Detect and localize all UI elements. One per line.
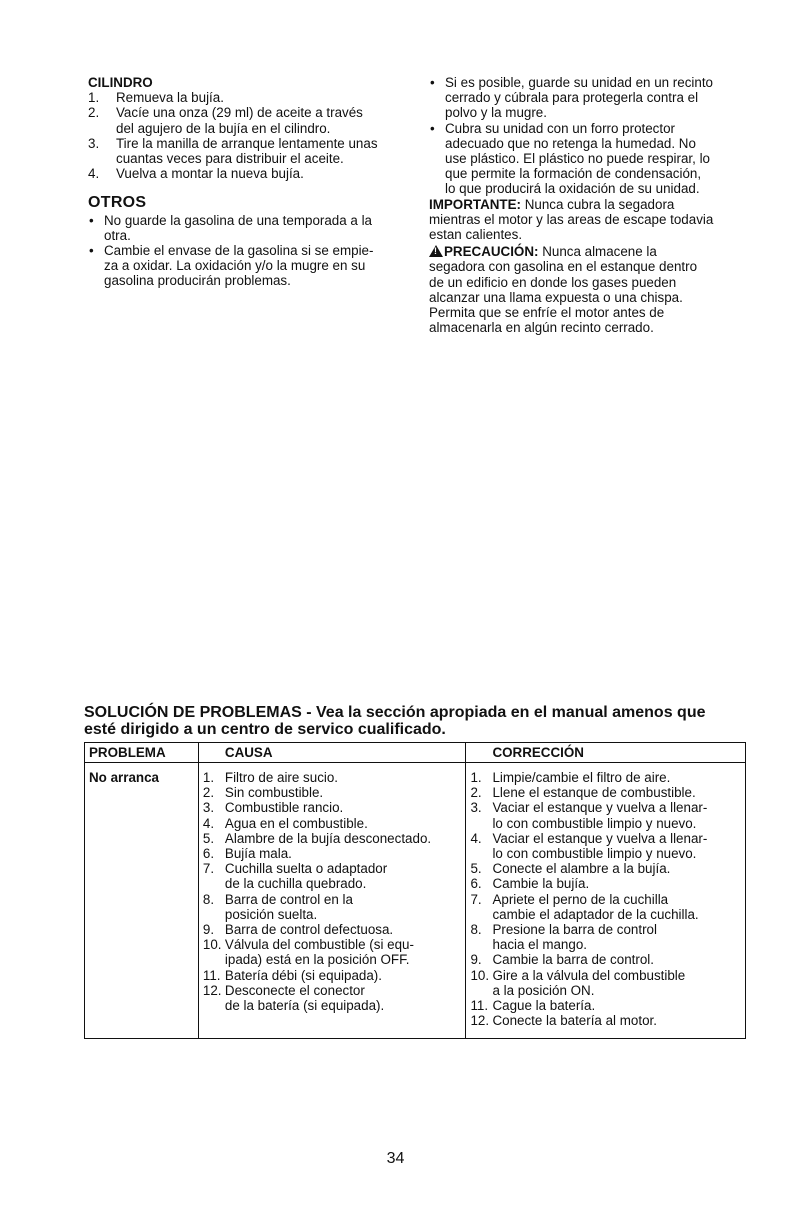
item-text: cuantas veces para distribuir el aceite. bbox=[116, 151, 344, 167]
item-number: 9. bbox=[470, 952, 482, 968]
item-text: Cague la batería. bbox=[492, 998, 596, 1014]
problem-cell: No arranca bbox=[85, 763, 199, 1039]
item-number: 2. bbox=[202, 785, 215, 801]
item-text: hacia el mango. bbox=[492, 937, 587, 953]
page-number: 34 bbox=[386, 1150, 405, 1167]
item-number: 2. bbox=[88, 105, 100, 121]
item-text: za a oxidar. La oxidación y/o la mugre en su bbox=[104, 258, 366, 274]
item-number: 4. bbox=[88, 166, 100, 182]
item-number: 10. bbox=[202, 937, 222, 953]
item-text: Conecte la batería al motor. bbox=[492, 1013, 657, 1029]
text-line: almacenarla en algún recinto cerrado. bbox=[429, 320, 654, 336]
item-text: lo que producirá la oxidación de su unidad. bbox=[445, 181, 700, 197]
header-correccion: CORRECCIÓN bbox=[466, 743, 746, 763]
item-number: 5. bbox=[470, 861, 482, 877]
list-item bbox=[203, 831, 462, 846]
bullet-icon: • bbox=[89, 243, 94, 259]
list-item bbox=[203, 937, 462, 967]
item-text: Vuelva a montar la nueva bujía. bbox=[116, 166, 304, 182]
left-column bbox=[88, 75, 408, 289]
causes-list bbox=[203, 770, 462, 1013]
item-number: 12. bbox=[470, 1013, 490, 1029]
text-line: Permita que se enfríe el motor antes de bbox=[429, 305, 665, 321]
item-number: 10. bbox=[470, 967, 490, 983]
item-number: 8. bbox=[470, 922, 482, 938]
item-text: Conecte el alambre a la bujía. bbox=[492, 861, 671, 877]
otros-heading: OTROS bbox=[88, 194, 147, 212]
item-text: Llene el estanque de combustible. bbox=[492, 785, 696, 801]
item-text: Remueva la bujía. bbox=[116, 90, 224, 106]
item-text: cerrado y cúbrala para protegerla contra el bbox=[445, 90, 699, 106]
item-text: otra. bbox=[104, 227, 131, 243]
list-item bbox=[203, 892, 462, 922]
table-header-row bbox=[85, 743, 746, 763]
list-item bbox=[203, 846, 462, 861]
item-text: que permite la formación de condensación, bbox=[445, 166, 702, 182]
storage-bullets bbox=[429, 75, 759, 197]
item-text: posición suelta. bbox=[224, 906, 318, 922]
item-number: 9. bbox=[202, 922, 215, 938]
troubleshooting-heading-line1: SOLUCIÓN DE PROBLEMAS - Vea la sección apropiada en el manual amenos que bbox=[84, 704, 706, 721]
item-text: lo con combustible limpio y nuevo. bbox=[492, 846, 697, 862]
list-item bbox=[88, 105, 408, 135]
item-text: de la batería (si equipada). bbox=[224, 998, 385, 1014]
item-text: Batería débi (si equipada). bbox=[224, 967, 382, 983]
item-text: Cubra su unidad con un forro protector bbox=[445, 120, 676, 136]
item-text: use plástico. El plástico no puede respirar, lo bbox=[445, 151, 710, 167]
item-number: 6. bbox=[470, 876, 482, 892]
item-text: Bujía mala. bbox=[224, 846, 292, 862]
item-number: 4. bbox=[202, 815, 215, 831]
item-number: 1. bbox=[470, 770, 482, 785]
list-item bbox=[470, 998, 741, 1013]
warning-triangle-icon bbox=[429, 245, 443, 257]
text-line: estan calientes. bbox=[429, 227, 523, 243]
list-item bbox=[88, 243, 408, 289]
item-number: 12. bbox=[202, 982, 222, 998]
item-text: cambie el adaptador de la cuchilla. bbox=[492, 906, 699, 922]
item-text: ipada) está en la posición OFF. bbox=[224, 952, 410, 968]
list-item bbox=[203, 922, 462, 937]
corrections-list bbox=[470, 770, 741, 1028]
text-line: segadora con gasolina en el estanque dentro bbox=[429, 259, 698, 275]
text-line: alcanzar una llama expuesta o una chispa. bbox=[429, 289, 683, 305]
item-text: Válvula del combustible (si equ- bbox=[224, 937, 414, 953]
list-item bbox=[470, 892, 741, 922]
text-line: Nunca almacene la bbox=[538, 244, 657, 260]
item-text: Barra de control defectuosa. bbox=[224, 922, 394, 938]
text-line: de un edificio en donde los gases pueden bbox=[429, 274, 677, 290]
item-text: Alambre de la bujía desconectado. bbox=[224, 830, 432, 846]
importante-label: IMPORTANTE: bbox=[429, 196, 521, 212]
text-line: Nunca cubra la segadora bbox=[521, 196, 675, 212]
item-text: adecuado que no retenga la humedad. No bbox=[445, 135, 696, 151]
item-number: 3. bbox=[88, 135, 100, 151]
item-text: Cuchilla suelta o adaptador bbox=[224, 861, 388, 877]
otros-list bbox=[88, 213, 408, 289]
list-item bbox=[470, 922, 741, 952]
item-text: de la cuchilla quebrado. bbox=[224, 876, 367, 892]
list-item bbox=[203, 770, 462, 785]
item-text: Combustible rancio. bbox=[224, 800, 344, 816]
item-text: gasolina producirán problemas. bbox=[104, 273, 291, 289]
item-text: Cambie la barra de control. bbox=[492, 952, 654, 968]
list-item bbox=[429, 121, 759, 197]
item-text: Gire a la válvula del combustible bbox=[492, 967, 686, 983]
list-item bbox=[470, 861, 741, 876]
cilindro-heading: CILINDRO bbox=[88, 75, 153, 90]
item-text: Presione la barra de control bbox=[492, 922, 657, 938]
item-text: Vaciar el estanque y vuelva a llenar- bbox=[492, 830, 708, 846]
item-number: 8. bbox=[202, 891, 215, 907]
list-item bbox=[203, 816, 462, 831]
list-item bbox=[470, 800, 741, 830]
item-number: 4. bbox=[470, 830, 482, 846]
header-problema: PROBLEMA bbox=[85, 743, 199, 763]
list-item bbox=[88, 213, 408, 243]
list-item bbox=[470, 770, 741, 785]
item-text: Desconecte el conector bbox=[224, 982, 365, 998]
list-item bbox=[470, 952, 741, 967]
bullet-icon: • bbox=[89, 212, 94, 228]
list-item bbox=[470, 785, 741, 800]
item-text: Agua en el combustible. bbox=[224, 815, 368, 831]
item-text: Vacíe una onza (29 ml) de aceite a través bbox=[116, 105, 363, 121]
list-item bbox=[203, 800, 462, 815]
causes-cell bbox=[198, 763, 466, 1039]
list-item bbox=[470, 1013, 741, 1028]
item-text: Vaciar el estanque y vuelva a llenar- bbox=[492, 800, 708, 816]
troubleshooting-heading-line2: esté dirigido a un centro de servico cualificado. bbox=[84, 721, 446, 738]
item-text: del agujero de la bujía en el cilindro. bbox=[116, 120, 331, 136]
list-item bbox=[203, 983, 462, 1013]
list-item bbox=[470, 876, 741, 891]
item-number: 11. bbox=[470, 998, 489, 1014]
list-item bbox=[203, 968, 462, 983]
item-number: 7. bbox=[470, 891, 482, 907]
importante-note bbox=[429, 197, 759, 243]
item-text: a la posición ON. bbox=[492, 982, 595, 998]
precaucion-note bbox=[429, 244, 759, 335]
item-text: polvo y la mugre. bbox=[445, 105, 547, 121]
item-text: Tire la manilla de arranque lentamente unas bbox=[116, 135, 378, 151]
item-number: 11. bbox=[202, 967, 221, 983]
list-item bbox=[88, 90, 408, 105]
troubleshooting-heading bbox=[84, 704, 756, 738]
item-text: Limpie/cambie el filtro de aire. bbox=[492, 770, 671, 785]
cilindro-list bbox=[88, 90, 408, 181]
item-text: Si es posible, guarde su unidad en un recinto bbox=[445, 75, 713, 90]
troubleshooting-table bbox=[84, 742, 746, 1039]
item-text: Barra de control en la bbox=[224, 891, 353, 907]
item-number: 2. bbox=[470, 785, 482, 801]
item-text: Apriete el perno de la cuchilla bbox=[492, 891, 669, 907]
item-number: 5. bbox=[202, 830, 215, 846]
item-number: 7. bbox=[202, 861, 215, 877]
list-item bbox=[203, 861, 462, 891]
corrections-cell bbox=[466, 763, 746, 1039]
list-item bbox=[429, 75, 759, 121]
text-line: mientras el motor y las areas de escape todavia bbox=[429, 211, 714, 227]
list-item bbox=[203, 785, 462, 800]
item-number: 1. bbox=[202, 770, 215, 785]
precaucion-label: PRECAUCIÓN: bbox=[444, 244, 539, 260]
item-text: Sin combustible. bbox=[224, 785, 324, 801]
item-text: Filtro de aire sucio. bbox=[224, 770, 339, 785]
list-item bbox=[88, 166, 408, 181]
table-row bbox=[85, 763, 746, 1039]
bullet-icon: • bbox=[430, 120, 435, 136]
item-number: 1. bbox=[88, 90, 100, 106]
header-causa: CAUSA bbox=[198, 743, 466, 763]
item-text: Cambie la bujía. bbox=[492, 876, 590, 892]
list-item bbox=[88, 136, 408, 166]
item-number: 3. bbox=[202, 800, 215, 816]
bullet-icon: • bbox=[430, 75, 435, 90]
item-number: 3. bbox=[470, 800, 482, 816]
list-item bbox=[470, 831, 741, 861]
item-text: lo con combustible limpio y nuevo. bbox=[492, 815, 697, 831]
item-text: No guarde la gasolina de una temporada a la bbox=[104, 212, 373, 228]
item-text: Cambie el envase de la gasolina si se empie- bbox=[104, 243, 374, 259]
list-item bbox=[470, 968, 741, 998]
item-number: 6. bbox=[202, 846, 215, 862]
right-column bbox=[429, 75, 759, 335]
